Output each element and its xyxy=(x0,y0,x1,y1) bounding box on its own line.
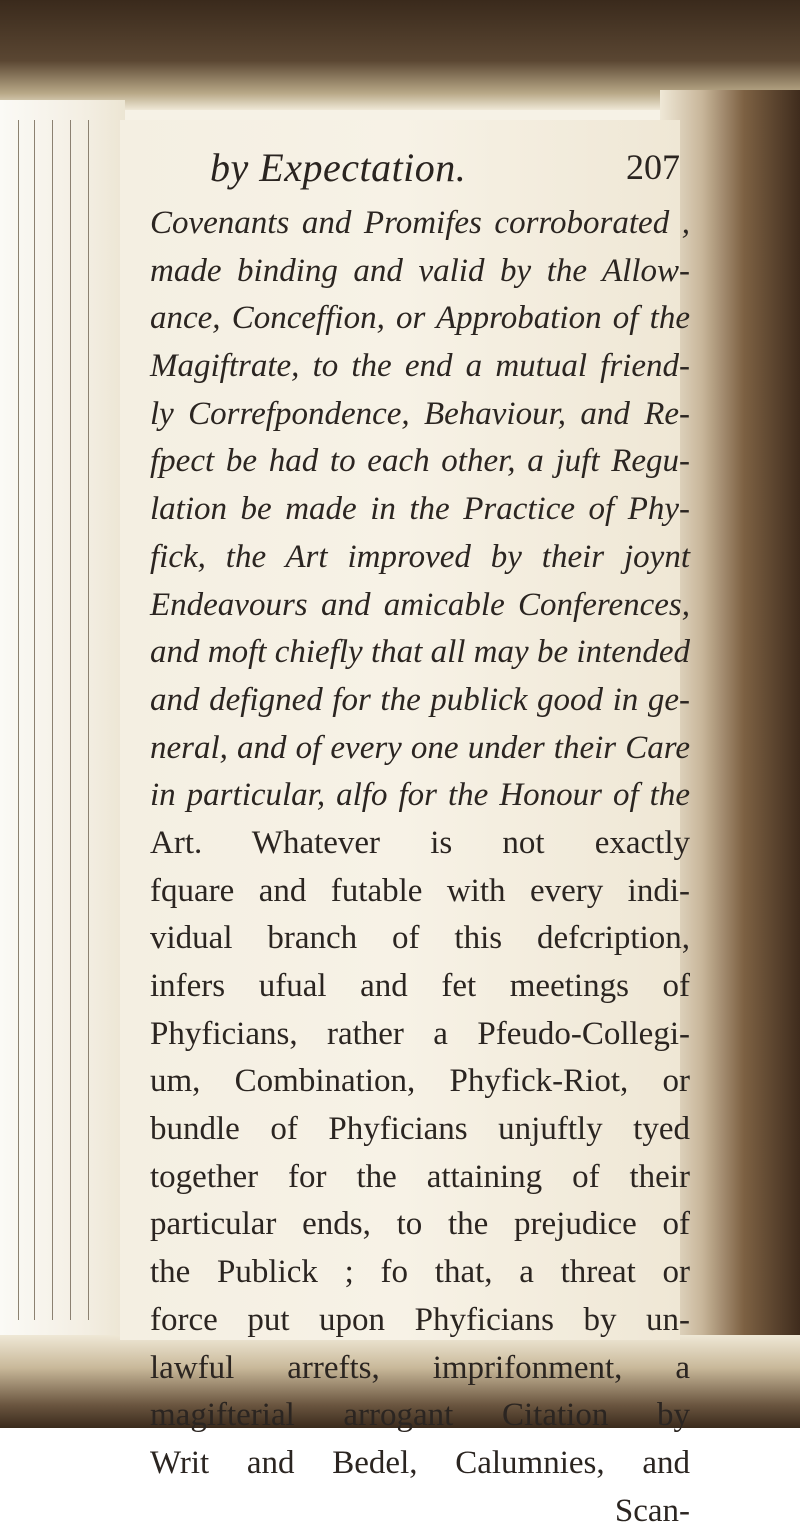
text-line: magifterial arrogant Citation by xyxy=(150,1397,690,1434)
text-line: bundle of Phyficians unjuftly tyed xyxy=(150,1111,690,1148)
text-line: and moft chiefly that all may be intended xyxy=(150,634,690,671)
page-edge-line xyxy=(34,120,35,1320)
text-line: vidual branch of this defcription, xyxy=(150,920,690,957)
text-line: Magiftrate, to the end a mutual friend- xyxy=(150,348,690,385)
page-edge-line xyxy=(88,120,89,1320)
text-line: lation be made in the Practice of Phy- xyxy=(150,491,690,528)
text-line: Writ and Bedel, Calumnies, and xyxy=(150,1444,690,1481)
page-edge-line xyxy=(52,120,53,1320)
book-edge-left xyxy=(0,100,125,1340)
running-head xyxy=(210,140,680,200)
text-line: fpect be had to each other, a juft Regu- xyxy=(150,443,690,480)
text-line: the Publick ; fo that, a threat or xyxy=(150,1254,690,1291)
text-line: Covenants and Promifes corroborated , xyxy=(150,205,690,241)
catchword: Scan- xyxy=(614,1492,690,1529)
text-line: neral, and of every one under their Care xyxy=(150,729,690,766)
page-number: 207 xyxy=(626,147,680,187)
text-line: made binding and valid by the Allow- xyxy=(150,252,690,289)
text-line: ance, Conceffion, or Approbation of the xyxy=(150,300,690,337)
text-line: and defigned for the publick good in ge- xyxy=(150,681,690,718)
text-line: lawful arrefts, imprifonment, a xyxy=(150,1349,690,1386)
text-line: particular ends, to the prejudice of xyxy=(150,1206,690,1243)
body-text xyxy=(150,200,690,1535)
page-edge-line xyxy=(70,120,71,1320)
text-line: Art. Whatever is not exactly xyxy=(150,824,690,861)
running-title: by Expectation. xyxy=(210,145,467,190)
text-line: force put upon Phyficians by un- xyxy=(150,1301,690,1338)
text-line: ly Correfpondence, Behaviour, and Re- xyxy=(150,395,690,432)
text-line: together for the attaining of their xyxy=(150,1158,690,1195)
text-line: infers ufual and fet meetings of xyxy=(150,968,690,1004)
page-edge-line xyxy=(18,120,19,1320)
text-line: fick, the Art improved by their joynt xyxy=(150,538,690,575)
text-line: in particular, alfo for the Honour of the xyxy=(150,777,690,814)
text-line: fquare and futable with every indi- xyxy=(150,872,690,909)
text-line: Phyficians, rather a Pfeudo-Collegi- xyxy=(150,1015,690,1052)
text-line: Endeavours and amicable Conferences, xyxy=(150,586,690,623)
text-line: um, Combination, Phyfick-Riot, or xyxy=(150,1063,690,1100)
